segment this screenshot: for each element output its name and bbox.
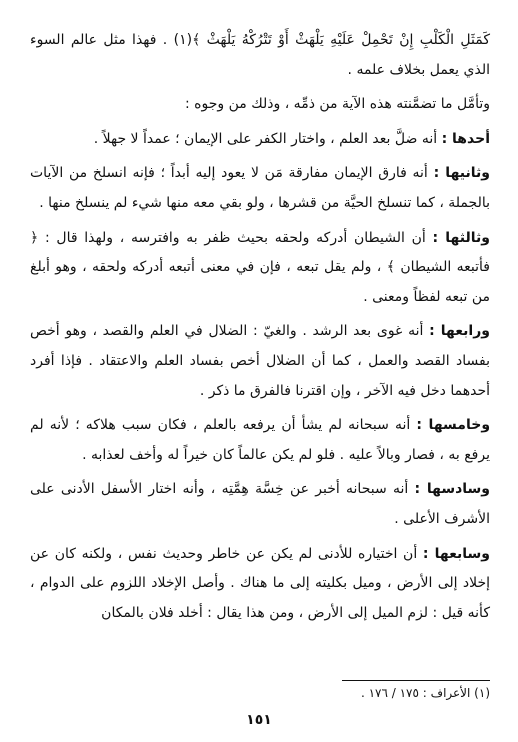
paragraph-9 [30, 540, 490, 629]
paragraph-3-text: أنه ضلَّ بعد العلم ، واختار الكفر على الإيمان ؛ عمداً لا جهلاً . [93, 130, 438, 147]
paragraph-4 [30, 159, 490, 218]
paragraph-6-text: أنه غوى بعد الرشد . والغيّ : الضلال في العلم والقصد ، وهو أخص بفساد القصد والعمل ، كما أن الضلال أخص بفساد العلم والاعتقاد . فإذا أفرد أحدهما دخل فيه الآخر ، وإن اقترنا فالفرق ما ذكر . [30, 323, 490, 399]
paragraph-6 [30, 317, 490, 406]
paragraph-8-text: أنه سبحانه أخبر عن خِسَّة هِمَّتِه ، وأنه اختار الأسفل الأدنى على الأشرف الأعلى . [30, 481, 490, 527]
footnote-divider [342, 680, 490, 681]
paragraph-7-text: أنه سبحانه لم يشأ أن يرفعه بالعلم ، فكان سبب هلاكه ؛ لأنه لم يرفع به ، فصار وبالاً عليه . فلو لم يكن عالماً كان خيراً له وأخف لعذابه . [30, 417, 490, 463]
paragraph-7 [30, 411, 490, 470]
paragraph-6-lead: ورابعها : [429, 323, 490, 340]
paragraph-3 [30, 125, 490, 155]
paragraph-2 [30, 90, 490, 120]
page-body [30, 26, 490, 633]
paragraph-5-lead: وثالثها : [432, 229, 490, 246]
page-number: ١٥١ [246, 712, 272, 728]
paragraph-5 [30, 224, 490, 313]
paragraph-5-text: أن الشيطان أدركه ولحقه بحيث ظفر به وافترسه ، ولهذا قال : ﴿ فأتبعه الشيطان ﴾ ، ولم يقل تبعه ، فإن في معنى أتبعه أدركه ولحقه ، وهو أبلغ من تبعه لفظاً ومعنى . [30, 229, 490, 305]
footnote: (١) الأعراف : ١٧٥ / ١٧٦ . [360, 686, 490, 700]
paragraph-8-lead: وسادسها : [414, 481, 490, 498]
paragraph-1 [30, 26, 490, 85]
paragraph-1-text: كَمَثَلِ الْكَلْبِ إِنْ تَحْمِلْ عَلَيْهِ يَلْهَثْ أَوْ تَتْرُكْهُ يَلْهَثْ ﴾(١) . فهذا مثل عالم السوء الذي يعمل بخلاف علمه . [30, 32, 490, 78]
paragraph-9-text: أن اختياره للأدنى لم يكن عن خاطر وحديث نفس ، ولكنه كان عن إخلاد إلى الأرض ، وميل بكليته إلى ما هناك . وأصل الإخلاد اللزوم على الدوام ، كأنه قيل : لزم الميل إلى الأرض ، ومن هذا يقال : أخلد فلان بالمكان [30, 545, 490, 621]
paragraph-9-lead: وسابعها : [422, 545, 491, 562]
paragraph-4-lead: وثانيها : [433, 165, 490, 182]
paragraph-3-lead: أحدها : [441, 130, 490, 147]
paragraph-7-lead: وخامسها : [416, 417, 491, 434]
paragraph-8 [30, 475, 490, 534]
paragraph-4-text: أنه فارق الإيمان مفارقة مَن لا يعود إليه أبداً ؛ فإنه انسلخ من الآيات بالجملة ، كما تنسلخ الحيَّة من قشرها ، ولو بقي معه منها شيء لم ينسلخ منها . [30, 165, 490, 211]
paragraph-2-text: وتأمَّل ما تضمَّنته هذه الآية من ذمِّه ، وذلك من وجوه : [185, 96, 490, 113]
